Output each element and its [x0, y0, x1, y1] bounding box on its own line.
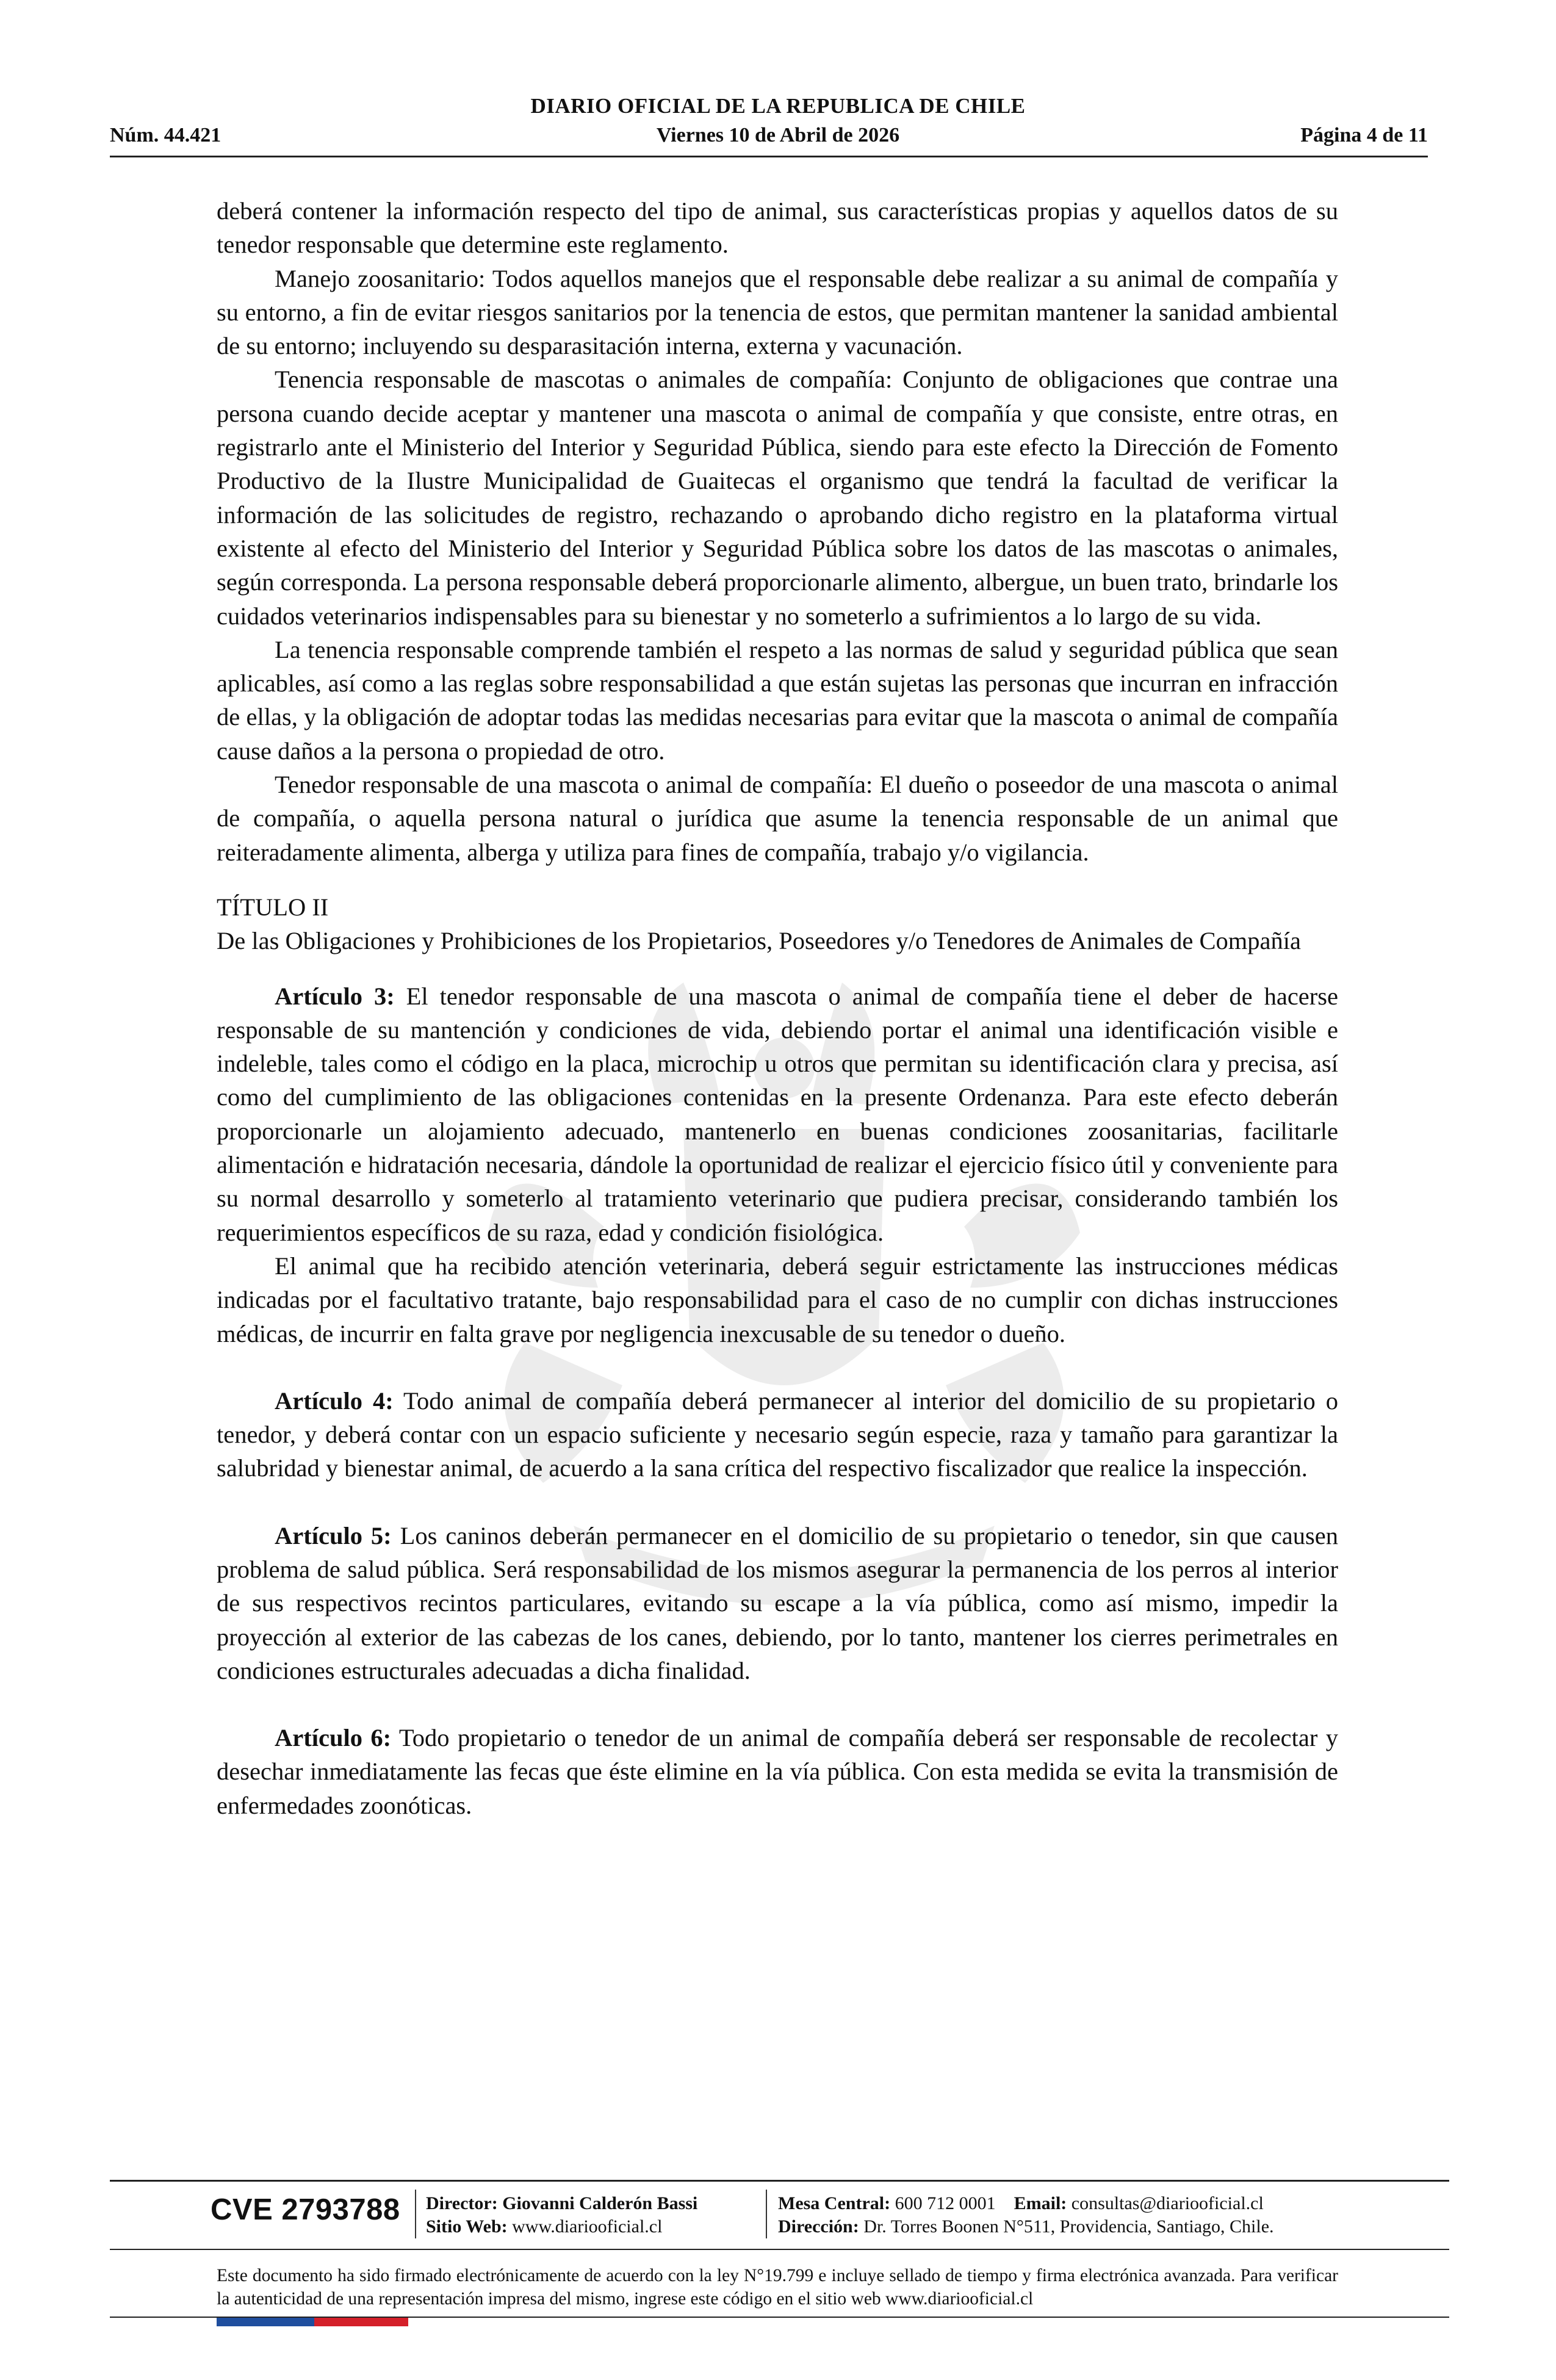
section-subtitle: De las Obligaciones y Prohibiciones de los Propietarios, Poseedores y/o Tenedores de Animales de Compañía	[217, 927, 1301, 955]
paragraph: Tenedor responsable de una mascota o animal de compañía: El dueño o poseedor de una mascota o animal de compañía, o aquella persona natural o jurídica que asume la tenencia responsable de un animal que reiteradamente alimenta, alberga y utiliza para fines de compañía, trabajo y/o vigilancia.	[217, 771, 1338, 866]
website-label: Sitio Web:	[426, 2216, 508, 2237]
page-number: Página 4 de 11	[1300, 124, 1428, 146]
article-label: Artículo 6:	[275, 1724, 392, 1752]
article-text: El tenedor responsable de una mascota o animal de compañía tiene el deber de hacerse responsable de su mantención y condiciones de vida, debiendo portar el animal una identificación visible e indeleble, tales como el código en la placa, microchip u otros que permitan su identificación clara y precisa, así como del cumplimiento de las obligaciones contenidas en la presente Ordenanza. Para este efecto deberán proporcionarle un alojamiento adecuado, mantenerlo en buenas condiciones zoosanitarias, facilitarle alimentación e hidratación necesaria, dándole la oportunidad de realizar el ejercicio físico útil y conveniente para su normal desarrollo y someterlo al tratamiento veterinario que pudiera precisar, considerando también los requerimientos específicos de su raza, edad y condición fisiológica.	[217, 982, 1338, 1246]
email-label: Email:	[1014, 2193, 1067, 2213]
article-label: Artículo 5:	[275, 1521, 392, 1549]
publication-title: DIARIO OFICIAL DE LA REPUBLICA DE CHILE	[530, 94, 1026, 118]
article-label: Artículo 3:	[275, 982, 395, 1010]
section-title: TÍTULO II	[217, 893, 329, 921]
flag-color-bar	[217, 2318, 408, 2326]
article-text: Los caninos deberán permanecer en el domicilio de su propietario o tenedor, sin que causen problema de salud pública. Será responsabilidad de los mismos asegurar la permanencia de los perros al interior de sus respectivos recintos particulares, evitando su escape a la vía pública, como así mismo, impedir la proyección al exterior de las cabezas de los canes, debiendo, por lo tanto, mantener los cierres perimetrales en condiciones estructurales adecuadas a dicha finalidad.	[217, 1521, 1339, 1684]
article-6	[217, 1721, 1338, 1822]
footer-separator	[766, 2190, 767, 2238]
paragraph: deberá contener la información respecto del tipo de animal, sus características propias y aquellos datos de su tenedor responsable que determine este reglamento.	[217, 197, 1338, 259]
spacer	[217, 1687, 1338, 1721]
spacer	[217, 958, 1338, 979]
paragraph: Tenencia responsable de mascotas o animales de compañía: Conjunto de obligaciones que contrae una persona cuando decide aceptar y mantener una mascota o animal de compañía y que consiste, entre otras, en registrarlo ante el Ministerio del Interior y Seguridad Pública, siendo para este efecto la Dirección de Fomento Productivo de la Ilustre Municipalidad de Guaitecas el organismo que tendrá la facultad de verificar la información de las solicitudes de registro, rechazando o aprobando dicho registro en la plataforma virtual existente al efecto del Ministerio del Interior y Seguridad Pública sobre los datos de las mascotas o animales, según corresponda. La persona responsable deberá proporcionarle alimento, albergue, un buen trato, brindarle los cuidados veterinarios indispensables para su bienestar y no someterlo a sufrimientos a lo largo de su vida.	[217, 366, 1338, 630]
mesa-central-value: 600 712 0001	[895, 2193, 996, 2213]
article-label: Artículo 4:	[275, 1387, 394, 1415]
spacer	[217, 869, 1338, 890]
footer-contact-block	[778, 2192, 1274, 2238]
legal-notice	[217, 2264, 1338, 2310]
issue-number: Núm. 44.421	[110, 124, 222, 146]
director-value: Giovanni Calderón Bassi	[502, 2193, 698, 2213]
document-body	[217, 194, 1338, 1822]
cve-code: CVE 2793788	[211, 2193, 400, 2226]
footer-divider-top	[110, 2180, 1449, 2182]
paragraph: El animal que ha recibido atención veterinaria, deberá seguir estrictamente las instrucciones médicas indicadas por el facultativo tratante, bajo responsabilidad para el caso de no cumplir con dichas instrucciones médicas, de incurrir en falta grave por negligencia inexcusable de su tenedor o dueño.	[217, 1252, 1338, 1347]
flag-blue-segment	[217, 2318, 314, 2326]
website-link[interactable]: www.diariooficial.cl	[512, 2216, 663, 2237]
article-3	[217, 979, 1338, 1249]
header-divider	[110, 156, 1428, 157]
article-4	[217, 1384, 1338, 1485]
article-5	[217, 1519, 1338, 1687]
footer-separator	[415, 2190, 416, 2238]
spacer	[217, 1485, 1338, 1519]
legal-text: Este documento ha sido firmado electrónicamente de acuerdo con la ley N°19.799 e incluye sellado de tiempo y firma electrónica avanzada. Para verificar la autenticidad de una representación impresa del mismo, ingrese este código en el sitio web www.diariooficial.cl	[217, 2266, 1338, 2309]
email-link[interactable]: consultas@diariooficial.cl	[1071, 2193, 1264, 2213]
paragraph: La tenencia responsable comprende también el respeto a las normas de salud y seguridad pública que sean aplicables, así como a las reglas sobre responsabilidad a que están sujetas las personas que incurran en infracción de ellas, y la obligación de adoptar todas las medidas necesarias para evitar que la mascota o animal de compañía cause daños a la persona o propiedad de otro.	[217, 635, 1338, 765]
flag-red-segment	[314, 2318, 408, 2326]
address-label: Dirección:	[778, 2216, 859, 2237]
footer-divider-middle	[110, 2249, 1449, 2250]
article-text: Todo propietario o tenedor de un animal de compañía deberá ser responsable de recolectar y desechar inmediatamente las fecas que éste elimine en la vía pública. Con esta medida se evita la transmisión de enfermedades zoonóticas.	[217, 1724, 1338, 1819]
spacer	[217, 1350, 1338, 1384]
issue-date: Viernes 10 de Abril de 2026	[656, 124, 900, 146]
paragraph: Manejo zoosanitario: Todos aquellos manejos que el responsable debe realizar a su animal de compañía y su entorno, a fin de evitar riesgos sanitarios por la tenencia de estos, que permitan mantener la sanidad ambiental de su entorno; incluyendo su desparasitación interna, externa y vacunación.	[217, 264, 1338, 360]
mesa-central-label: Mesa Central:	[778, 2193, 891, 2213]
address-value: Dr. Torres Boonen N°511, Providencia, Santiago, Chile.	[863, 2216, 1274, 2237]
footer-director-block	[426, 2192, 697, 2238]
article-text: Todo animal de compañía deberá permanecer al interior del domicilio de su propietario o tenedor, y deberá contar con un espacio suficiente y necesario según especie, raza y tamaño para garantizar la salubridad y bienestar animal, de acuerdo a la sana crítica del respectivo fiscalizador que realice la inspección.	[217, 1387, 1338, 1482]
director-label: Director:	[426, 2193, 498, 2213]
